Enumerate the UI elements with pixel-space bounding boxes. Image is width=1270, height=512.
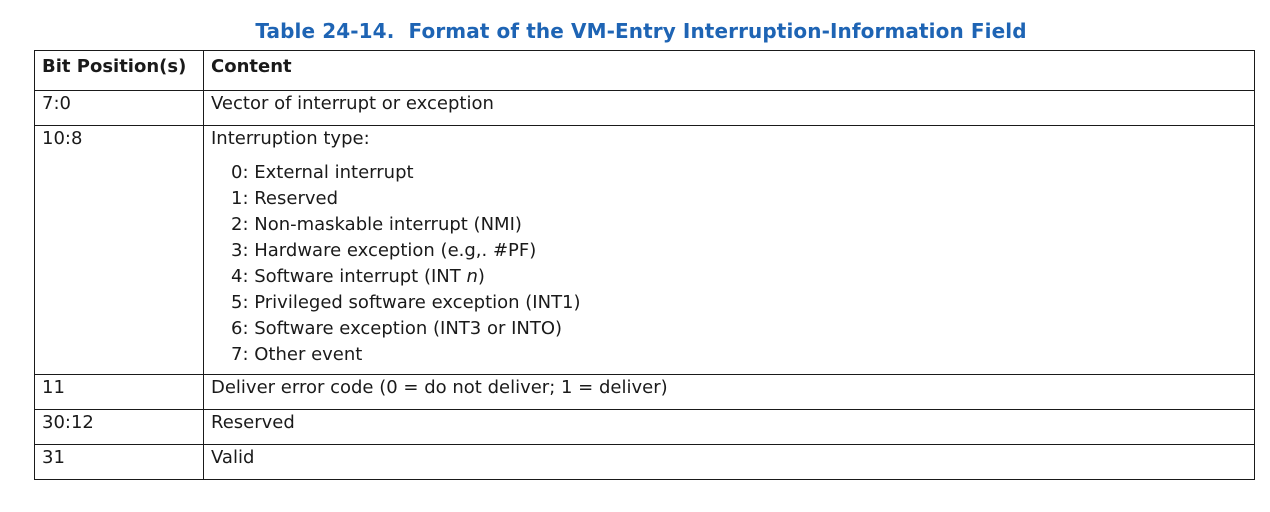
list-item: 7: Other event [231, 344, 363, 365]
content-cell: Vector of interrupt or exception [204, 91, 1255, 126]
content-cell: Valid [204, 445, 1255, 480]
bit-position-cell: 11 [35, 375, 204, 410]
list-item: 0: External interrupt [231, 162, 414, 183]
interruption-type-list [211, 152, 1247, 374]
header-content: Content [204, 51, 1255, 91]
table-title: Format of the VM-Entry Interruption-Information Field [408, 19, 1027, 43]
bit-position-cell: 30:12 [35, 410, 204, 445]
list-item [231, 264, 1247, 290]
table-row [35, 91, 1255, 126]
table-row [35, 410, 1255, 445]
interruption-type-label: Interruption type: [211, 128, 370, 149]
list-item: 1: Reserved [231, 188, 339, 209]
list-item: 6: Software exception (INT3 or INTO) [231, 318, 563, 339]
table-row [35, 445, 1255, 480]
header-row [35, 51, 1255, 91]
header-bit-position: Bit Position(s) [35, 51, 204, 91]
list-item-variable: n [466, 266, 478, 287]
content-cell: Reserved [204, 410, 1255, 445]
list-item-close: ) [477, 266, 485, 287]
content-cell [204, 126, 1255, 375]
bit-position-cell: 10:8 [35, 126, 204, 375]
table-number: Table 24-14. [255, 19, 395, 43]
content-cell: Deliver error code (0 = do not deliver; 1 = deliver) [204, 375, 1255, 410]
table-row [35, 126, 1255, 375]
table-caption [0, 19, 1270, 43]
list-item-text: 4: Software interrupt (INT [231, 266, 461, 287]
table-row [35, 375, 1255, 410]
bit-position-cell: 7:0 [35, 91, 204, 126]
list-item: 2: Non-maskable interrupt (NMI) [231, 214, 522, 235]
list-item: 5: Privileged software exception (INT1) [231, 292, 581, 313]
list-item: 3: Hardware exception (e.g,. #PF) [231, 240, 537, 261]
format-table [34, 50, 1255, 480]
bit-position-cell: 31 [35, 445, 204, 480]
